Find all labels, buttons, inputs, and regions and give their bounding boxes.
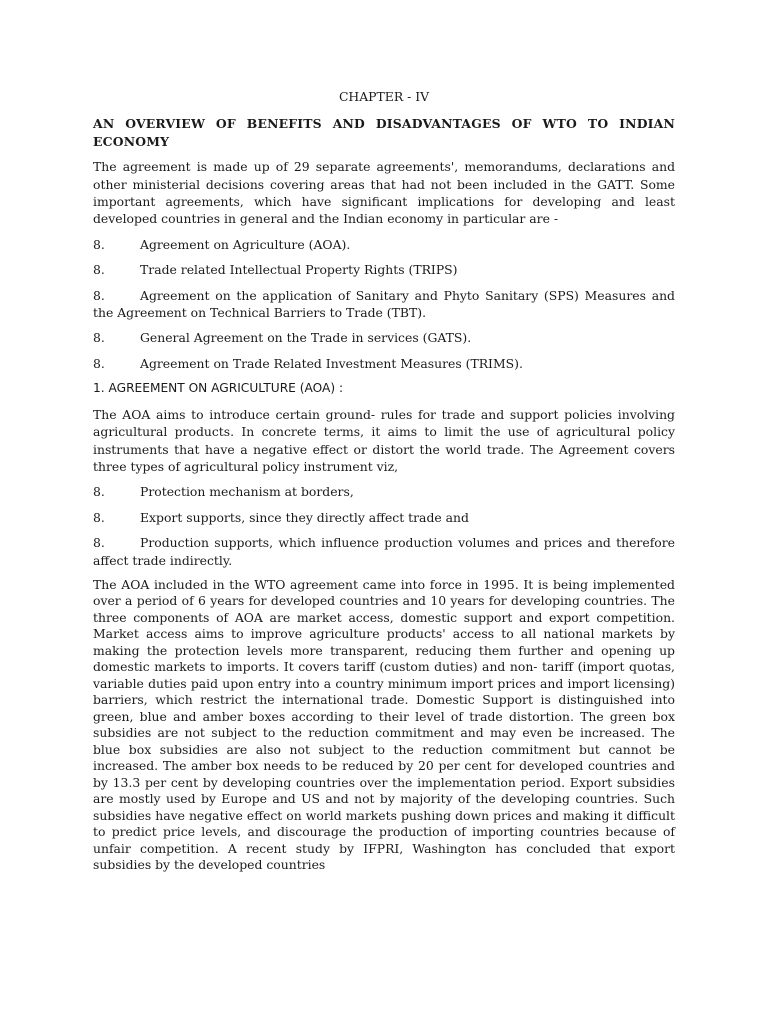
list-item-number: 8. bbox=[93, 330, 105, 346]
aoa-body-paragraph: The AOA included in the WTO agreement came into force in 1995. It is being implemented over a period of 6 years for developed countries and 10 years for developing countries. The three components of AOA are market access, domestic support and export competition. Market access aims to improve agriculture products' access to all national markets by making the protection levels more transparent, reducing them further and opening up domestic markets to imports. It covers tariff (custom duties) and non- tariff (import quotas, variable duties paid upon entry into a country minimum import prices and import licensing) barriers, which restrict the international trade. Domestic Support is distinguished into green, blue and amber boxes according to their level of trade distortion. The green box subsidies are not subject to the reduction commitment and may even be increased. The blue box subsidies are also not subject to the reduction commitment but cannot be increased. The amber box needs to be reduced by 20 per cent for developed countries and by 13.3 per cent by developing countries over the implementation period. Export subsidies are mostly used by Europe and US and not by majority of the developing countries. Such subsidies have negative effect on world markets pushing down prices and making it difficult to predict price levels, and discourage the production of importing countries because of unfair competition. A recent study by IFPRI, Washington has concluded that export subsidies by the developed countries bbox=[93, 576, 675, 873]
list-item-text: General Agreement on the Trade in services (GATS). bbox=[140, 330, 472, 346]
list-item-number: 8. bbox=[93, 287, 105, 303]
list-item-number: 8. bbox=[93, 484, 105, 500]
instruments-list bbox=[93, 483, 675, 569]
list-item-text: Agreement on Agriculture (AOA). bbox=[140, 236, 351, 252]
list-item bbox=[93, 287, 675, 322]
list-item bbox=[93, 483, 675, 500]
list-item-text: Agreement on the application of Sanitary and Phyto Sanitary (SPS) Measures and the Agreement on Technical Barriers to Trade (TBT). bbox=[93, 287, 675, 321]
list-item bbox=[93, 534, 675, 569]
intro-paragraph: The agreement is made up of 29 separate agreements', memorandums, declarations and other ministerial decisions covering areas that had not been included in the GATT. Some important agreements, which have significant implications for developing and least developed countries in general and the Indian economy in particular are - bbox=[93, 159, 675, 227]
list-item bbox=[93, 355, 675, 372]
list-item-number: 8. bbox=[93, 262, 105, 278]
list-item-text: Protection mechanism at borders, bbox=[140, 484, 354, 500]
list-item-number: 8. bbox=[93, 535, 105, 551]
section-heading: 1. AGREEMENT ON AGRICULTURE (AOA) : bbox=[93, 381, 344, 396]
list-item bbox=[93, 236, 675, 253]
list-item-number: 8. bbox=[93, 355, 105, 371]
list-item-text: Export supports, since they directly affect trade and bbox=[140, 509, 469, 525]
aoa-intro-paragraph: The AOA aims to introduce certain ground- rules for trade and support policies involving agricultural products. In concrete terms, it aims to limit the use of agricultural policy instruments that have a negative effect or distort the world trade. The Agreement covers three types of agricultural policy instrument viz, bbox=[93, 406, 675, 474]
list-item bbox=[93, 509, 675, 526]
document-page bbox=[93, 88, 675, 882]
list-item-text: Agreement on Trade Related Investment Measures (TRIMS). bbox=[140, 355, 523, 371]
list-item-number: 8. bbox=[93, 236, 105, 252]
agreements-list bbox=[93, 236, 675, 372]
list-item-text: Trade related Intellectual Property Rights (TRIPS) bbox=[140, 262, 458, 278]
list-item bbox=[93, 261, 675, 278]
chapter-heading: CHAPTER - IV bbox=[338, 89, 430, 104]
list-item bbox=[93, 329, 675, 346]
list-item-number: 8. bbox=[93, 509, 105, 525]
list-item-text: Production supports, which influence production volumes and prices and therefore affect trade indirectly. bbox=[93, 535, 675, 568]
document-title: AN OVERVIEW OF BENEFITS AND DISADVANTAGES OF WTO TO INDIAN ECONOMY bbox=[93, 116, 675, 149]
